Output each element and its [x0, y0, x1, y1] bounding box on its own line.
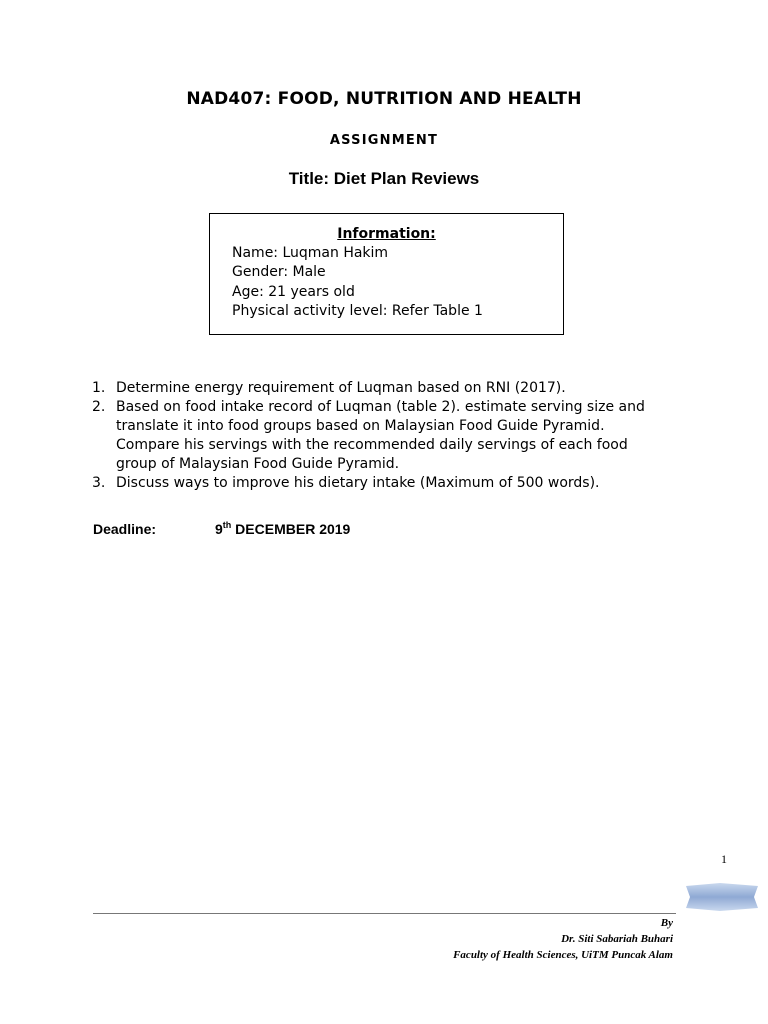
page-tab-shape [686, 883, 758, 911]
course-title: NAD407: FOOD, NUTRITION AND HEALTH [186, 89, 582, 109]
task-text: Discuss ways to improve his dietary intake (Maximum of 500 words). [116, 475, 600, 491]
task-number: 1. [92, 380, 106, 396]
info-activity: Physical activity level: Refer Table 1 [232, 303, 483, 319]
task-list [92, 379, 672, 493]
info-gender: Gender: Male [232, 264, 326, 280]
footer-author: Dr. Siti Sabariah Buhari [561, 933, 673, 945]
task-number: 3. [92, 475, 106, 491]
info-name: Name: Luqman Hakim [232, 245, 389, 261]
deadline-day: 9 [215, 521, 223, 537]
footer-faculty: Faculty of Health Sciences, UiTM Puncak Alam [453, 949, 673, 961]
footer-by: By [660, 917, 673, 929]
task-text: Based on food intake record of Luqman (table 2). estimate serving size and translate it into food groups based on Malaysian Food Guide Pyramid. Compare his servings with the recommended daily servings of each food group of Malaysian Food Guide Pyramid. [116, 399, 645, 472]
page-tab-decoration [686, 883, 758, 916]
task-number: 2. [92, 399, 106, 415]
list-item [92, 398, 672, 474]
task-text: Determine energy requirement of Luqman based on RNI (2017). [116, 380, 566, 396]
deadline-date [215, 521, 350, 537]
deadline-label: Deadline: [93, 521, 157, 537]
deadline-month-year: DECEMBER 2019 [231, 521, 351, 537]
document-title: Title: Diet Plan Reviews [288, 169, 480, 188]
information-heading: Information: [337, 226, 436, 242]
assignment-label: ASSIGNMENT [329, 133, 439, 148]
footer-divider [93, 913, 676, 914]
information-box [209, 213, 564, 335]
list-item [92, 474, 672, 493]
info-age: Age: 21 years old [232, 284, 355, 300]
page-number: 1 [721, 852, 727, 866]
list-item [92, 379, 672, 398]
page-tab-graphic [686, 883, 758, 911]
deadline-day-suffix: th [222, 520, 232, 530]
